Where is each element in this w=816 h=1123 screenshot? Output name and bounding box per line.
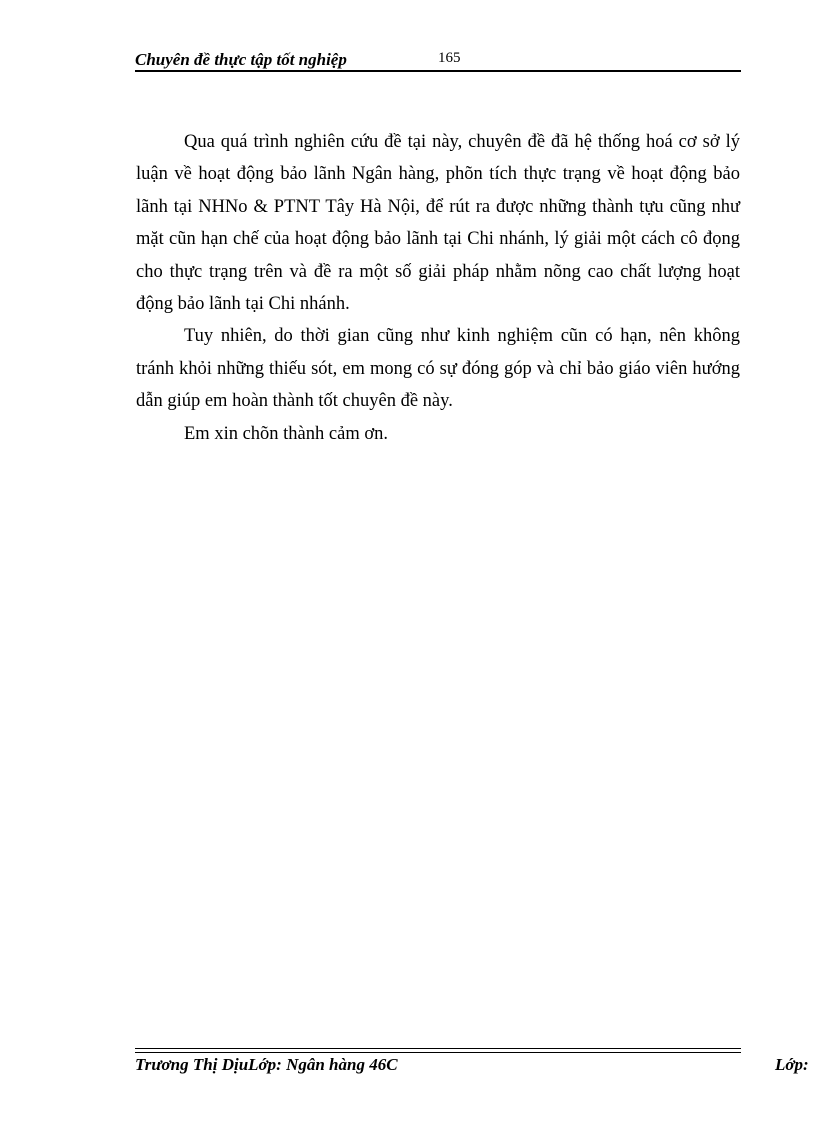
document-body <box>136 126 740 450</box>
footer-class-label: Lớp: <box>775 1055 809 1074</box>
paragraph-limitations: Tuy nhiên, do thời gian cũng như kinh nghiệm cũn có hạn, nên không tránh khỏi những thiếu sót, em mong có sự đóng góp và chỉ bảo giáo viên hướng dẫn giúp em hoàn thành tốt chuyên đề này. <box>136 326 740 412</box>
header-divider <box>135 70 741 72</box>
page-header <box>135 48 741 70</box>
footer-author-class: Trương Thị DịuLớp: Ngân hàng 46C <box>135 1055 398 1074</box>
header-title: Chuyên đề thực tập tốt nghiệp <box>135 50 347 69</box>
paragraph-thanks: Em xin chõn thành cảm ơn. <box>184 423 388 444</box>
footer-divider <box>135 1048 741 1053</box>
paragraph-summary: Qua quá trình nghiên cứu đề tại này, chuyên đề đã hệ thống hoá cơ sở lý luận về hoạt động bảo lãnh Ngân hàng, phõn tích thực trạng về hoạt động bảo lãnh tại NHNo & PTNT Tây Hà Nội, để rút ra được những thành tựu cũng như mặt cũn hạn chế của hoạt động bảo lãnh tại Chi nhánh, lý giải một cách cô đọng cho thực trạng trên và đề ra một số giải pháp nhằm nõng cao chất lượng hoạt động bảo lãnh tại Chi nhánh. <box>136 132 740 315</box>
page-number: 165 <box>438 50 461 66</box>
